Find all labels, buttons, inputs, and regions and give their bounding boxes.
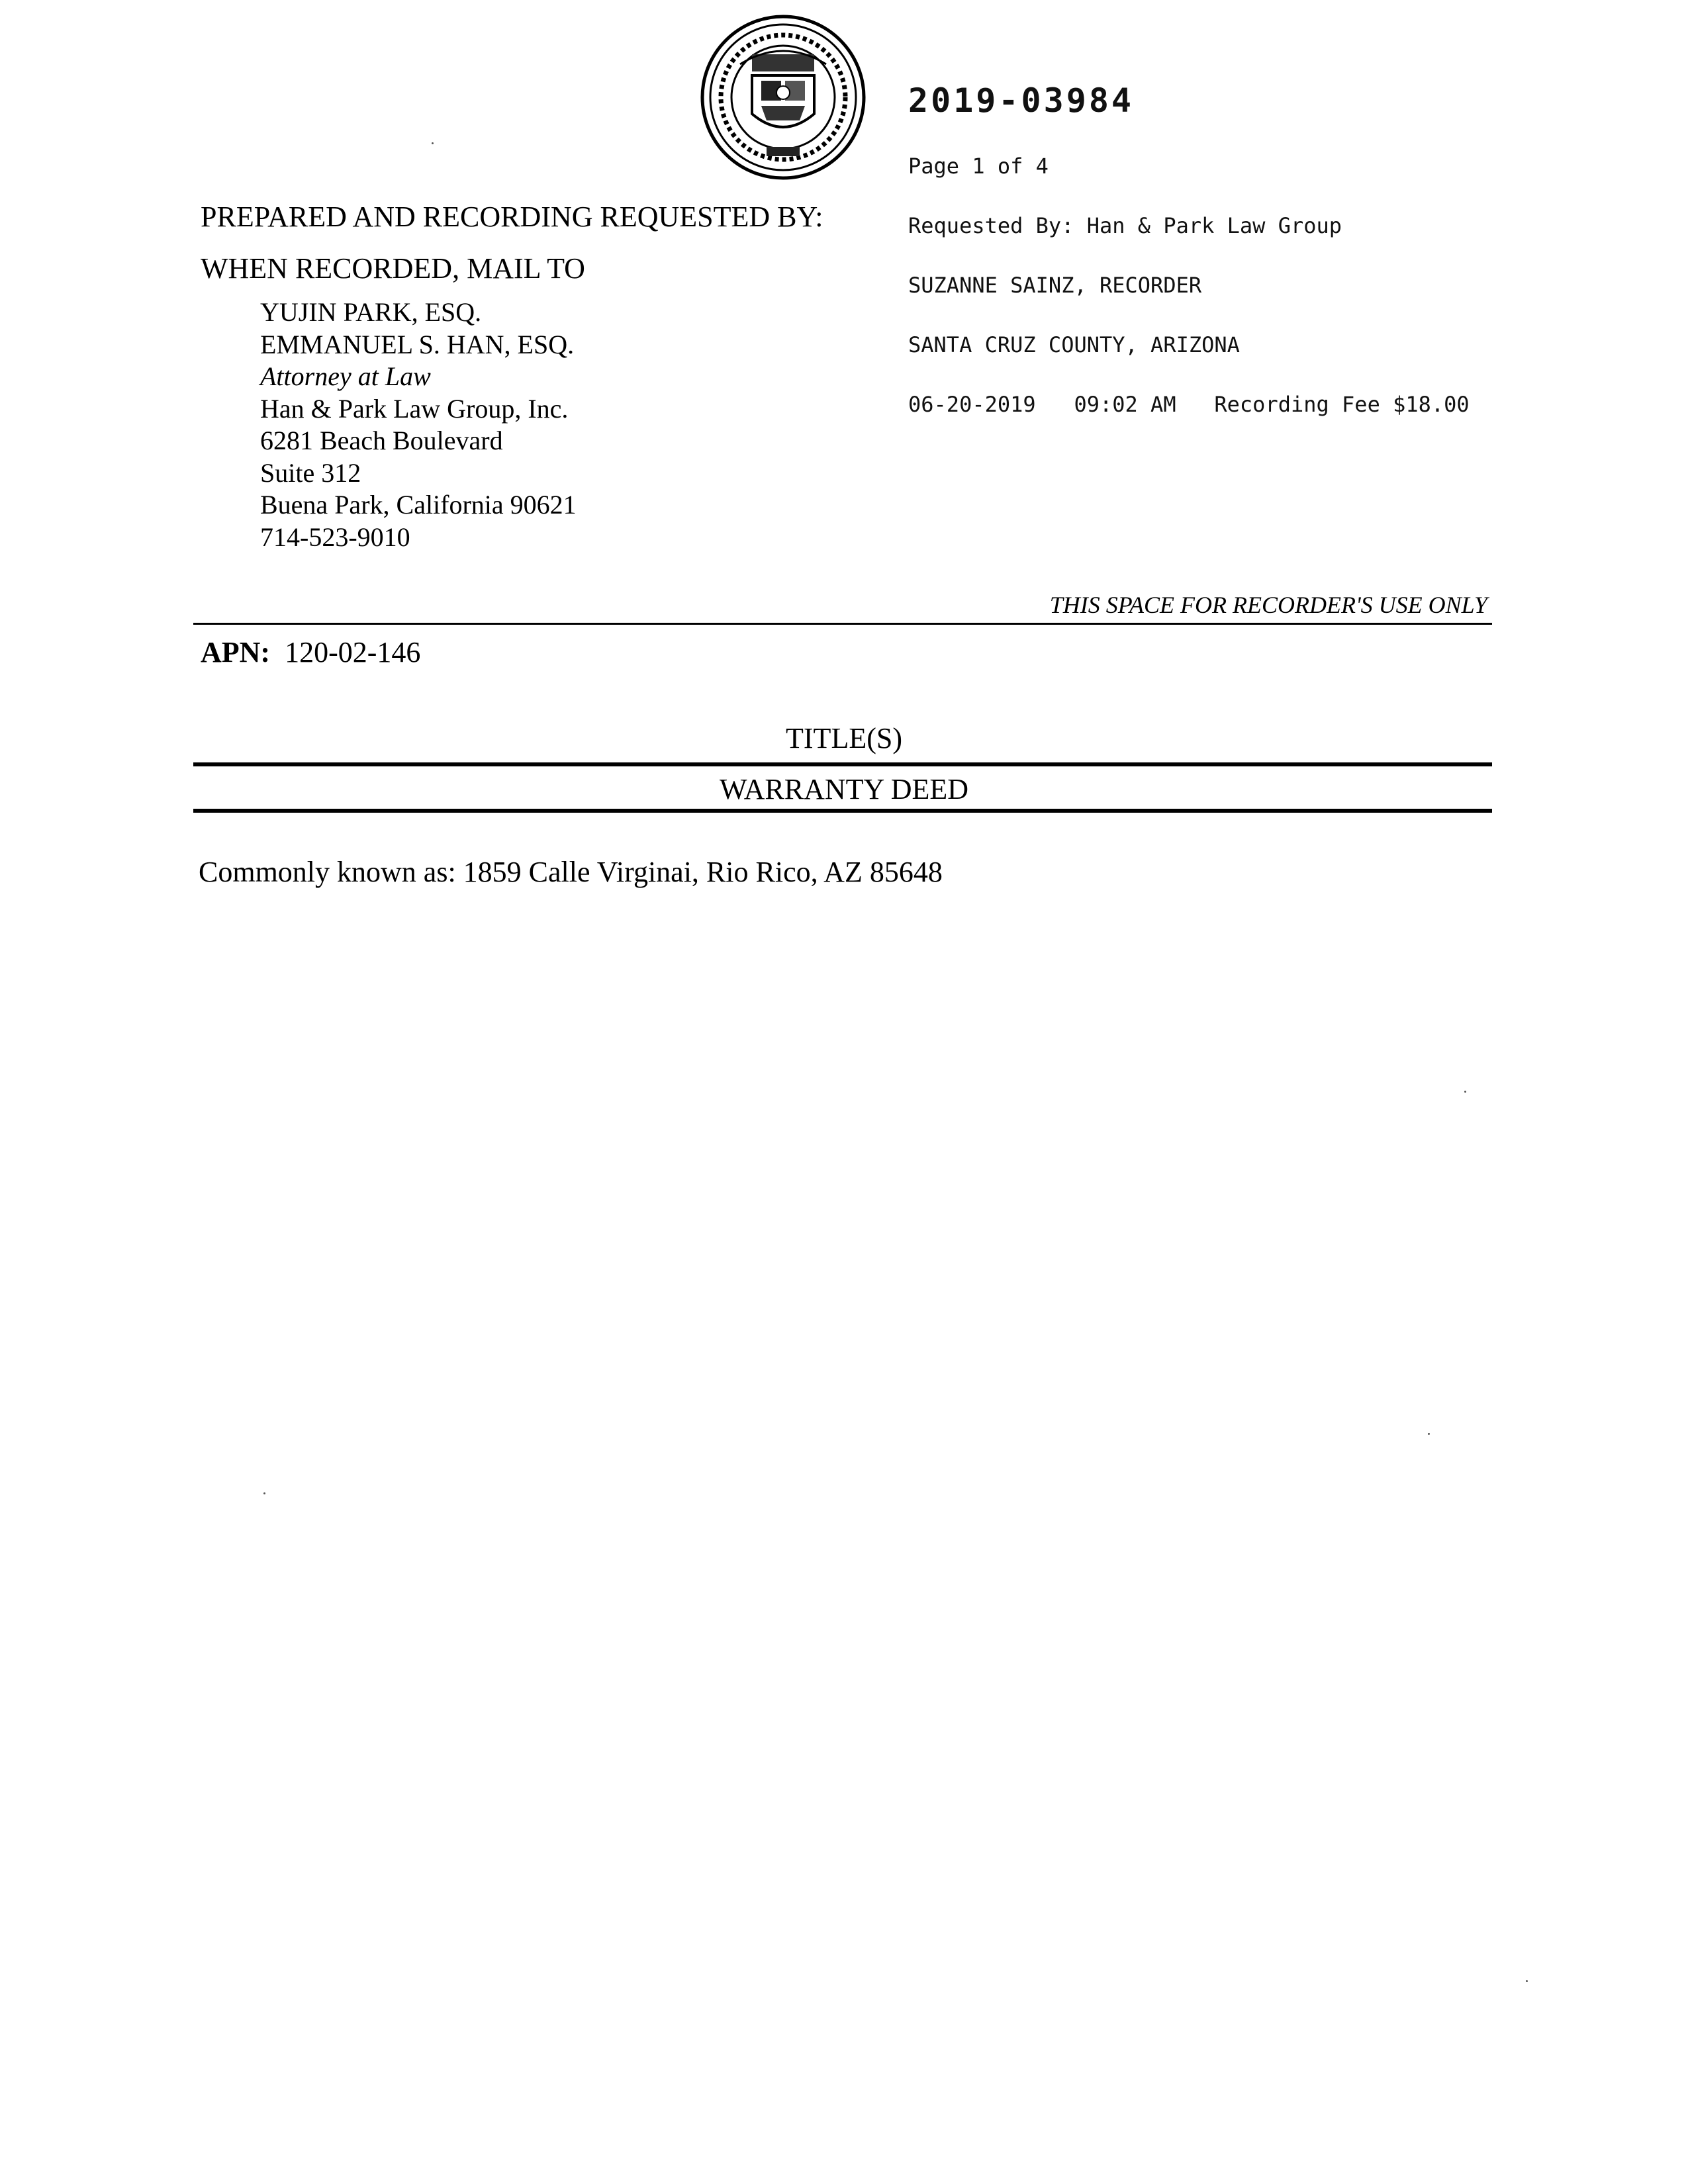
mail-to-heading: WHEN RECORDED, MAIL TO xyxy=(201,252,585,285)
titles-label: TITLE(S) xyxy=(786,722,902,754)
attorney-title: Attorney at Law xyxy=(260,361,431,391)
apn-label: APN: xyxy=(201,636,271,668)
apn-value: 120-02-146 xyxy=(285,636,421,668)
phone-number: 714-523-9010 xyxy=(260,522,410,552)
document-number: 2019-03984 xyxy=(908,81,1135,120)
firm-name: Han & Park Law Group, Inc. xyxy=(260,393,569,424)
document-title: WARRANTY DEED xyxy=(720,773,968,805)
scan-speck xyxy=(432,142,434,144)
city-state-zip: Buena Park, California 90621 xyxy=(260,490,577,520)
street-address: 6281 Beach Boulevard xyxy=(260,426,503,455)
attorney-name-1: YUJIN PARK, ESQ. xyxy=(260,297,482,327)
title-divider-top xyxy=(193,762,1492,766)
requested-by: Requested By: Han & Park Law Group xyxy=(908,213,1342,238)
scan-speck xyxy=(1428,1433,1430,1435)
page-count: Page 1 of 4 xyxy=(908,154,1049,179)
recorder-use-label: THIS SPACE FOR RECORDER'S USE ONLY xyxy=(1049,592,1487,618)
suite: Suite 312 xyxy=(260,457,361,488)
attorney-name-2: EMMANUEL S. HAN, ESQ. xyxy=(260,329,575,359)
county-seal-icon xyxy=(700,15,866,180)
recorder-name: SUZANNE SAINZ, RECORDER xyxy=(908,273,1202,298)
county-name: SANTA CRUZ COUNTY, ARIZONA xyxy=(908,332,1240,357)
recording-stamp xyxy=(908,45,1470,434)
mail-address-block xyxy=(260,296,577,553)
apn-line xyxy=(201,635,420,669)
recording-datetime-fee: 06-20-2019 09:02 AM Recording Fee $18.00 xyxy=(908,392,1470,417)
scan-speck xyxy=(263,1492,265,1494)
commonly-known-as: Commonly known as: 1859 Calle Virginai, Rio Rico, AZ 85648 xyxy=(199,856,943,888)
title-divider-bottom xyxy=(193,809,1492,813)
scan-speck xyxy=(1464,1091,1466,1093)
scan-speck xyxy=(1526,1980,1528,1982)
recorder-divider xyxy=(193,623,1492,625)
prepared-by-heading: PREPARED AND RECORDING REQUESTED BY: xyxy=(201,201,823,233)
